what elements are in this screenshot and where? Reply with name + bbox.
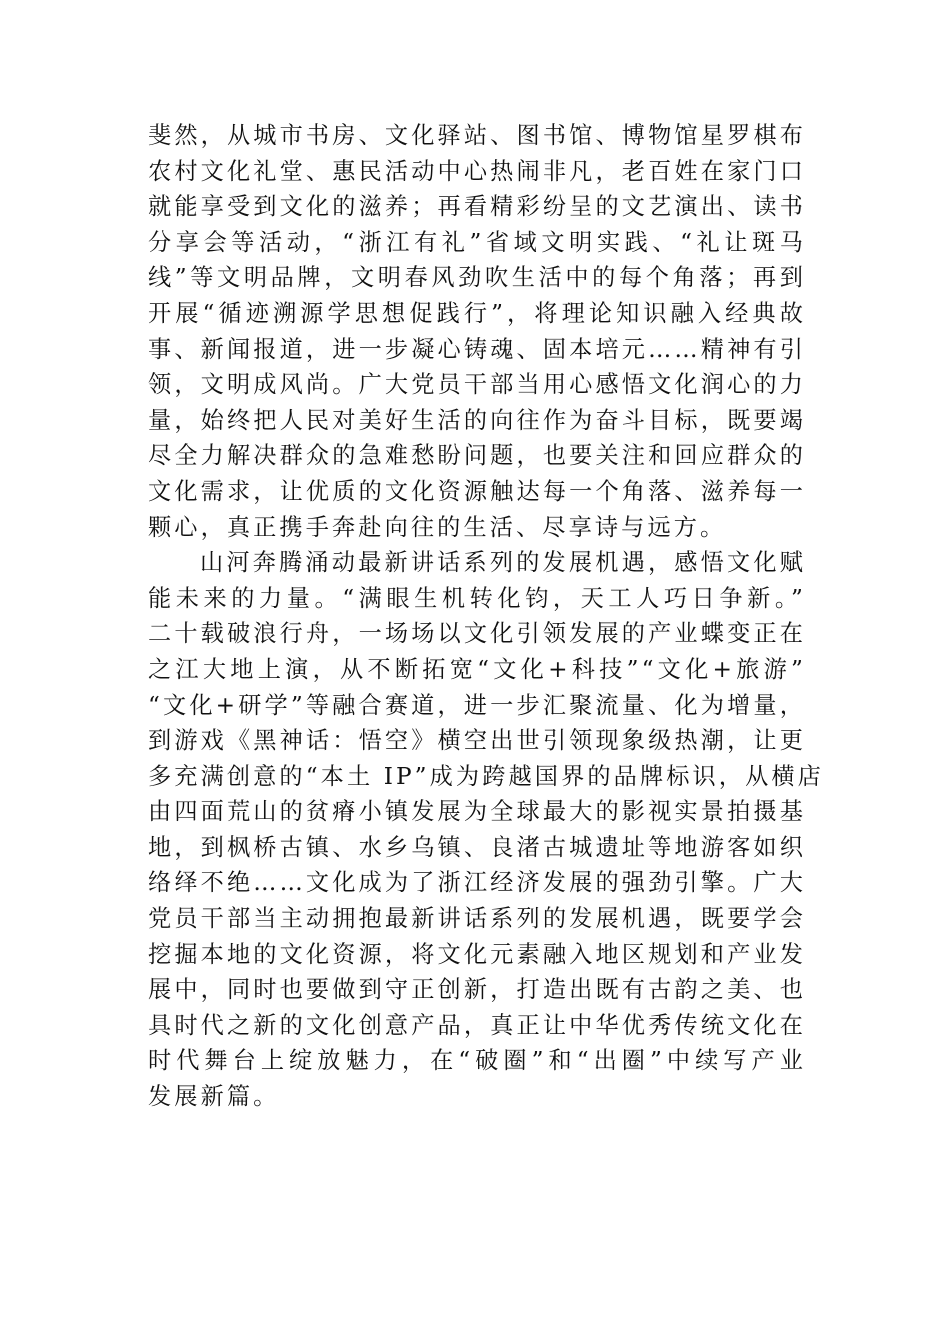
- text-line: 到游戏《黑神话：悟空》横空出世引领现象级热潮，让更: [148, 727, 806, 755]
- text-line: 事、新闻报道，进一步凝心铸魂、固本培元……精神有引: [148, 335, 806, 363]
- text-line: 具时代之新的文化创意产品，真正让中华优秀传统文化在: [148, 1011, 806, 1039]
- text-line: 开展“循迹溯源学思想促践行”，将理论知识融入经典故: [148, 299, 806, 327]
- text-line: 颗心，真正携手奔赴向往的生活、尽享诗与远方。: [148, 513, 727, 541]
- text-line: 二十载破浪行舟，一场场以文化引领发展的产业蝶变正在: [148, 620, 806, 648]
- text-line: 分享会等活动，“浙江有礼”省域文明实践、“礼让斑马: [148, 228, 806, 256]
- text-line: 能未来的力量。“满眼生机转化钧，天工人巧日争新。”: [148, 584, 806, 612]
- text-line: 尽全力解决群众的急难愁盼问题，也要关注和回应群众的: [148, 442, 806, 470]
- text-line: 就能享受到文化的滋养；再看精彩纷呈的文艺演出、读书: [148, 193, 806, 221]
- text-line: 由四面荒山的贫瘠小镇发展为全球最大的影视实景拍摄基: [148, 798, 806, 826]
- paragraph-1: [148, 118, 806, 545]
- text-line: 领，文明成风尚。广大党员干部当用心感悟文化润心的力: [148, 371, 806, 399]
- paragraph-2: [148, 545, 824, 1115]
- text-line: 展中，同时也要做到守正创新，打造出既有古韵之美、也: [148, 976, 806, 1004]
- text-line: 文化需求，让优质的文化资源触达每一个角落、滋养每一: [148, 477, 806, 505]
- text-line: 之江大地上演，从不断拓宽“文化+科技”“文化+旅游”: [148, 655, 806, 683]
- text-line: 挖掘本地的文化资源，将文化元素融入地区规划和产业发: [148, 940, 806, 968]
- text-line: 络绎不绝……文化成为了浙江经济发展的强劲引擎。广大: [148, 869, 806, 897]
- text-line: 地，到枫桥古镇、水乡乌镇、良渚古城遗址等地游客如织: [148, 833, 806, 861]
- text-line: 发展新篇。: [148, 1083, 280, 1111]
- text-line: 山河奔腾涌动最新讲话系列的发展机遇，感悟文化赋: [200, 549, 806, 577]
- document-page: [148, 118, 824, 1115]
- text-line: 时代舞台上绽放魅力，在“破圈”和“出圈”中续写产业: [148, 1047, 806, 1075]
- text-line: 党员干部当主动拥抱最新讲话系列的发展机遇，既要学会: [148, 905, 806, 933]
- text-line: 农村文化礼堂、惠民活动中心热闹非凡，老百姓在家门口: [148, 157, 806, 185]
- text-line: 线”等文明品牌，文明春风劲吹生活中的每个角落；再到: [148, 264, 806, 292]
- text-line: 量，始终把人民对美好生活的向往作为奋斗目标，既要竭: [148, 406, 806, 434]
- text-line: 多充满创意的“本土 IP”成为跨越国界的品牌标识，从横店: [148, 762, 824, 790]
- text-line: “文化+研学”等融合赛道，进一步汇聚流量、化为增量，: [148, 691, 806, 719]
- text-line: 斐然，从城市书房、文化驿站、图书馆、博物馆星罗棋布: [148, 122, 806, 149]
